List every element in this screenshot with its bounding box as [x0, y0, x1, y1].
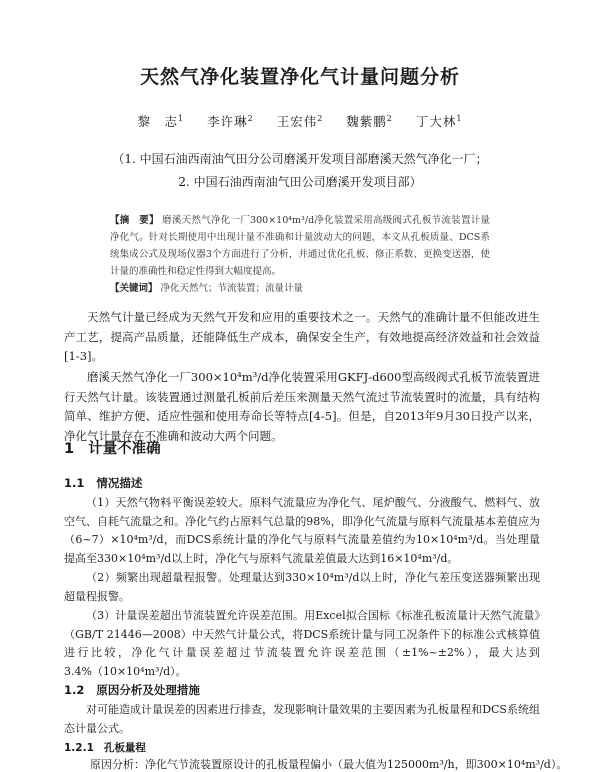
- list-item: （2）频繁出现超量程报警。处理量达到330×10⁴m³/d以上时，净化气差压变送器频繁出现超量程报警。: [64, 571, 540, 603]
- author: 王宏伟$^2$: [276, 113, 324, 129]
- section-heading: 1 计量不准确: [64, 441, 161, 457]
- keywords-label: 【关键词】: [110, 283, 158, 294]
- reason-paragraph: 对可能造成计量误差的因素进行排查，发现影响计量效果的主要因素为孔板量程和DCS系统组态计量公式。: [64, 703, 540, 735]
- author-list: [0, 112, 600, 130]
- author: 魏紫鹏$^2$: [346, 113, 393, 129]
- intro-paragraph-2: 磨溪天然气净化一厂300×10⁴m³/d净化装置采用GKFJ-d600型高级阀式孔板节流装置进行天然气计量。该装置通过测量孔板前后差压来测量天然气流过节流装置时的流量，具有结构简单、维护方便、适应性强和使用寿命长等特点[4-5]。但是，自2013年9月30日投产以来，净化气计量存在不准确和波动大两个问题。: [64, 370, 540, 443]
- author: 丁大林$^1$: [415, 113, 463, 129]
- subsection-heading: 1.2 原因分析及处理措施: [64, 683, 200, 697]
- subsection-heading: 1.1 情况描述: [64, 476, 143, 490]
- abstract: [110, 212, 490, 280]
- author: 黎 志$^1$: [137, 113, 185, 129]
- subsubsection-heading: 1.2.1 孔板量程: [64, 742, 146, 754]
- author: 李许琳$^2$: [207, 113, 254, 129]
- intro-paragraph-1: 天然气计量已经成为天然气开发和应用的重要技术之一。天然气的准确计量不但能改进生产工艺，提高产品质量，还能降低生产成本，确保安全生产，有效地提高经济效益和社会效益[1-3]。: [64, 310, 540, 363]
- paper-title: 天然气净化装置净化气计量问题分析: [139, 66, 460, 88]
- body-line: 原因分析：净化气节流装置原设计的孔板量程偏小（最大值为125000m³/h，即300×10⁴m³/d）。: [90, 758, 568, 771]
- list-item: （3）计量误差超出节流装置允许误差范围。用Excel拟合国标《标准孔板流量计天然气流量》（GB/T 21446—2008）中天然气计量公式，将DCS系统计量与同工况条件下的标准公式核算值进行比较，净化气计量误差超过节流装置允许误差范围（±1%~±2%），最大达到3.4%（10×10⁴m³/d）。: [64, 609, 540, 678]
- abstract-label: 【摘 要】: [110, 215, 159, 226]
- abstract-text: 磨溪天然气净化一厂300×10⁴m³/d净化装置采用高级阀式孔板节流装置计量净化气。针对长期使用中出现计量不准确和计量波动大的问题，本文从孔板质量、DCS系统集成公式及现场仪器3个方面进行了分析，并通过优化孔板、修正系数、更换变送器，使计量的准确性和稳定性得到大幅度提高。: [110, 215, 490, 277]
- affiliation-2: 2. 中国石油西南油气田公司磨溪开发项目部）: [178, 175, 422, 189]
- affiliation-1: （1. 中国石油西南油气田分公司磨溪开发项目部磨溪天然气净化一厂；: [112, 152, 488, 166]
- keywords: [110, 280, 490, 294]
- keywords-text: 净化天然气；节流装置；流量计量: [160, 283, 304, 294]
- list-item: （1）天然气物料平衡误差较大。原料气流量应为净化气、尾炉酸气、分液酸气、燃料气、放空气、自耗气流量之和。净化气约占原料气总量的98%，即净化气流量与原料气流量基本差值应为（6~7）×10⁴m³/d，而DCS系统计量的净化气与原料气流量差值约为10×10⁴m³/d。当处理量提高至330×10⁴m³/d以上时，净化气与原料气流量差值最大达到16×10⁴m³/d。: [64, 496, 540, 565]
